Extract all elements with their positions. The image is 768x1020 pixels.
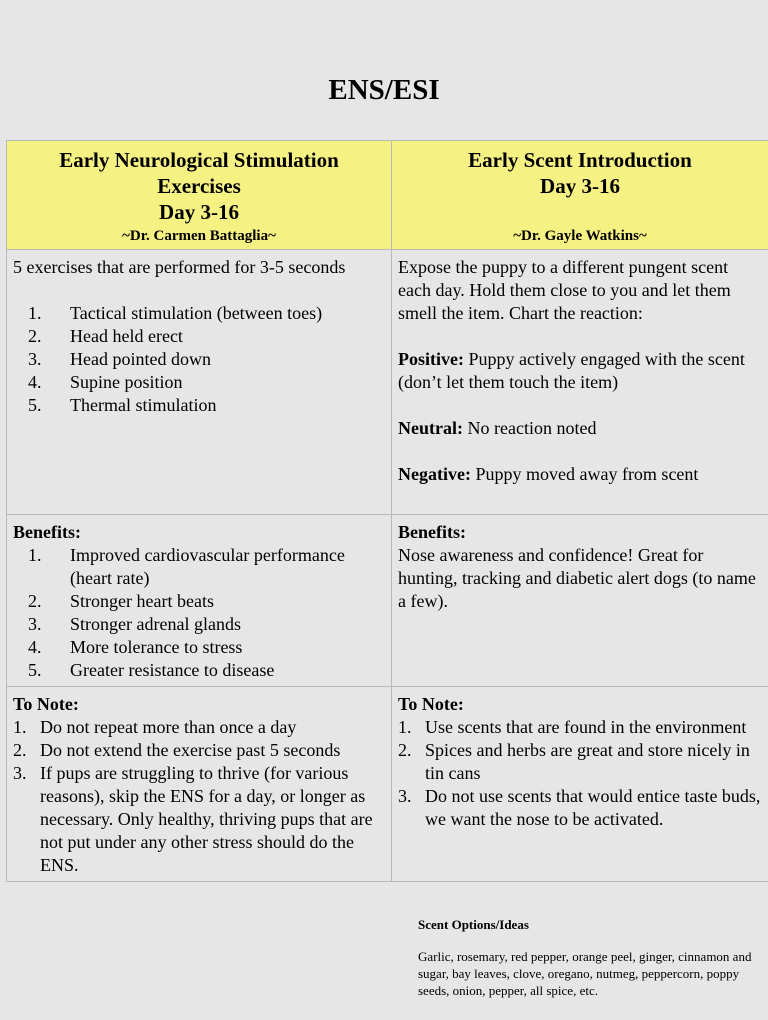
scent-options-title: Scent Options/Ideas [418,917,529,932]
list-item: 3. If pups are struggling to thrive (for various reasons), skip the ENS for a day, or longer as necessary. Only healthy, thriving pups that are not put under any other stress should do the ENS. [13,763,373,875]
list-item: 2. Stronger heart beats [28,591,214,611]
esi-intro: Expose the puppy to a different pungent scent each day. Hold them close to you and let them smell the item. Chart the reaction: [398,257,731,323]
list-item: 1. Tactical stimulation (between toes) [28,303,323,323]
ens-header-line: Early Neurological Stimulation [59,148,339,172]
ens-header-line: Exercises [157,174,241,198]
ens-header-line: Day 3-16 [159,200,239,224]
esi-benefits-cell [392,515,768,687]
esi-benefits-label: Benefits: [398,522,466,542]
esi-reaction-neutral: Neutral: No reaction noted [398,418,597,438]
ens-author: ~Dr. Carmen Battaglia~ [122,228,276,244]
esi-reaction-negative: Negative: Puppy moved away from scent [398,464,699,484]
list-item: 1. Use scents that are found in the environment [398,717,747,737]
esi-header-line: Early Scent Introduction [468,148,692,172]
esi-notes-list [398,716,764,831]
ens-note-label: To Note: [13,694,79,714]
list-item: 3. Do not use scents that would entice taste buds, we want the nose to be activated. [398,786,761,829]
list-item: 2. Head held erect [28,326,183,346]
ens-benefits-label: Benefits: [13,522,81,542]
esi-instructions-cell [392,250,768,515]
esi-reaction-positive: Positive: Puppy actively engaged with the scent (don’t let them touch the item) [398,349,745,392]
list-item: 4. More tolerance to stress [28,637,243,657]
ens-header-cell [7,141,392,250]
ens-exercises-cell [7,250,392,515]
esi-note-label: To Note: [398,694,464,714]
ens-intro: 5 exercises that are performed for 3-5 seconds [13,257,346,277]
list-item: 2. Spices and herbs are great and store nicely in tin cans [398,740,750,783]
page-title: ENS/ESI [328,74,440,106]
esi-benefits-text: Nose awareness and confidence! Great for hunting, tracking and diabetic alert dogs (to name a few). [398,545,756,611]
list-item: 4. Supine position [28,372,183,392]
list-item: 1. Improved cardiovascular performance (heart rate) [28,545,345,588]
esi-header-cell [392,141,768,250]
list-item: 3. Head pointed down [28,349,211,369]
ens-benefits-list [13,544,387,682]
list-item: 2. Do not extend the exercise past 5 seconds [13,740,341,760]
scent-options [418,916,768,999]
ens-notes-list [13,716,387,877]
list-item: 5. Thermal stimulation [28,395,217,415]
esi-notes-cell [392,687,768,882]
ens-esi-table [6,140,768,882]
ens-notes-cell [7,687,392,882]
scent-options-text: Garlic, rosemary, red pepper, orange peel, ginger, cinnamon and sugar, bay leaves, clove, oregano, nutmeg, peppercorn, poppy seeds, onion, pepper, all spice, etc. [418,949,752,998]
list-item: 5. Greater resistance to disease [28,660,275,680]
list-item: 3. Stronger adrenal glands [28,614,241,634]
ens-benefits-cell [7,515,392,687]
esi-author: ~Dr. Gayle Watkins~ [513,228,647,244]
esi-header-line: Day 3-16 [540,174,620,198]
ens-exercise-list [13,302,387,417]
list-item: 1. Do not repeat more than once a day [13,717,297,737]
